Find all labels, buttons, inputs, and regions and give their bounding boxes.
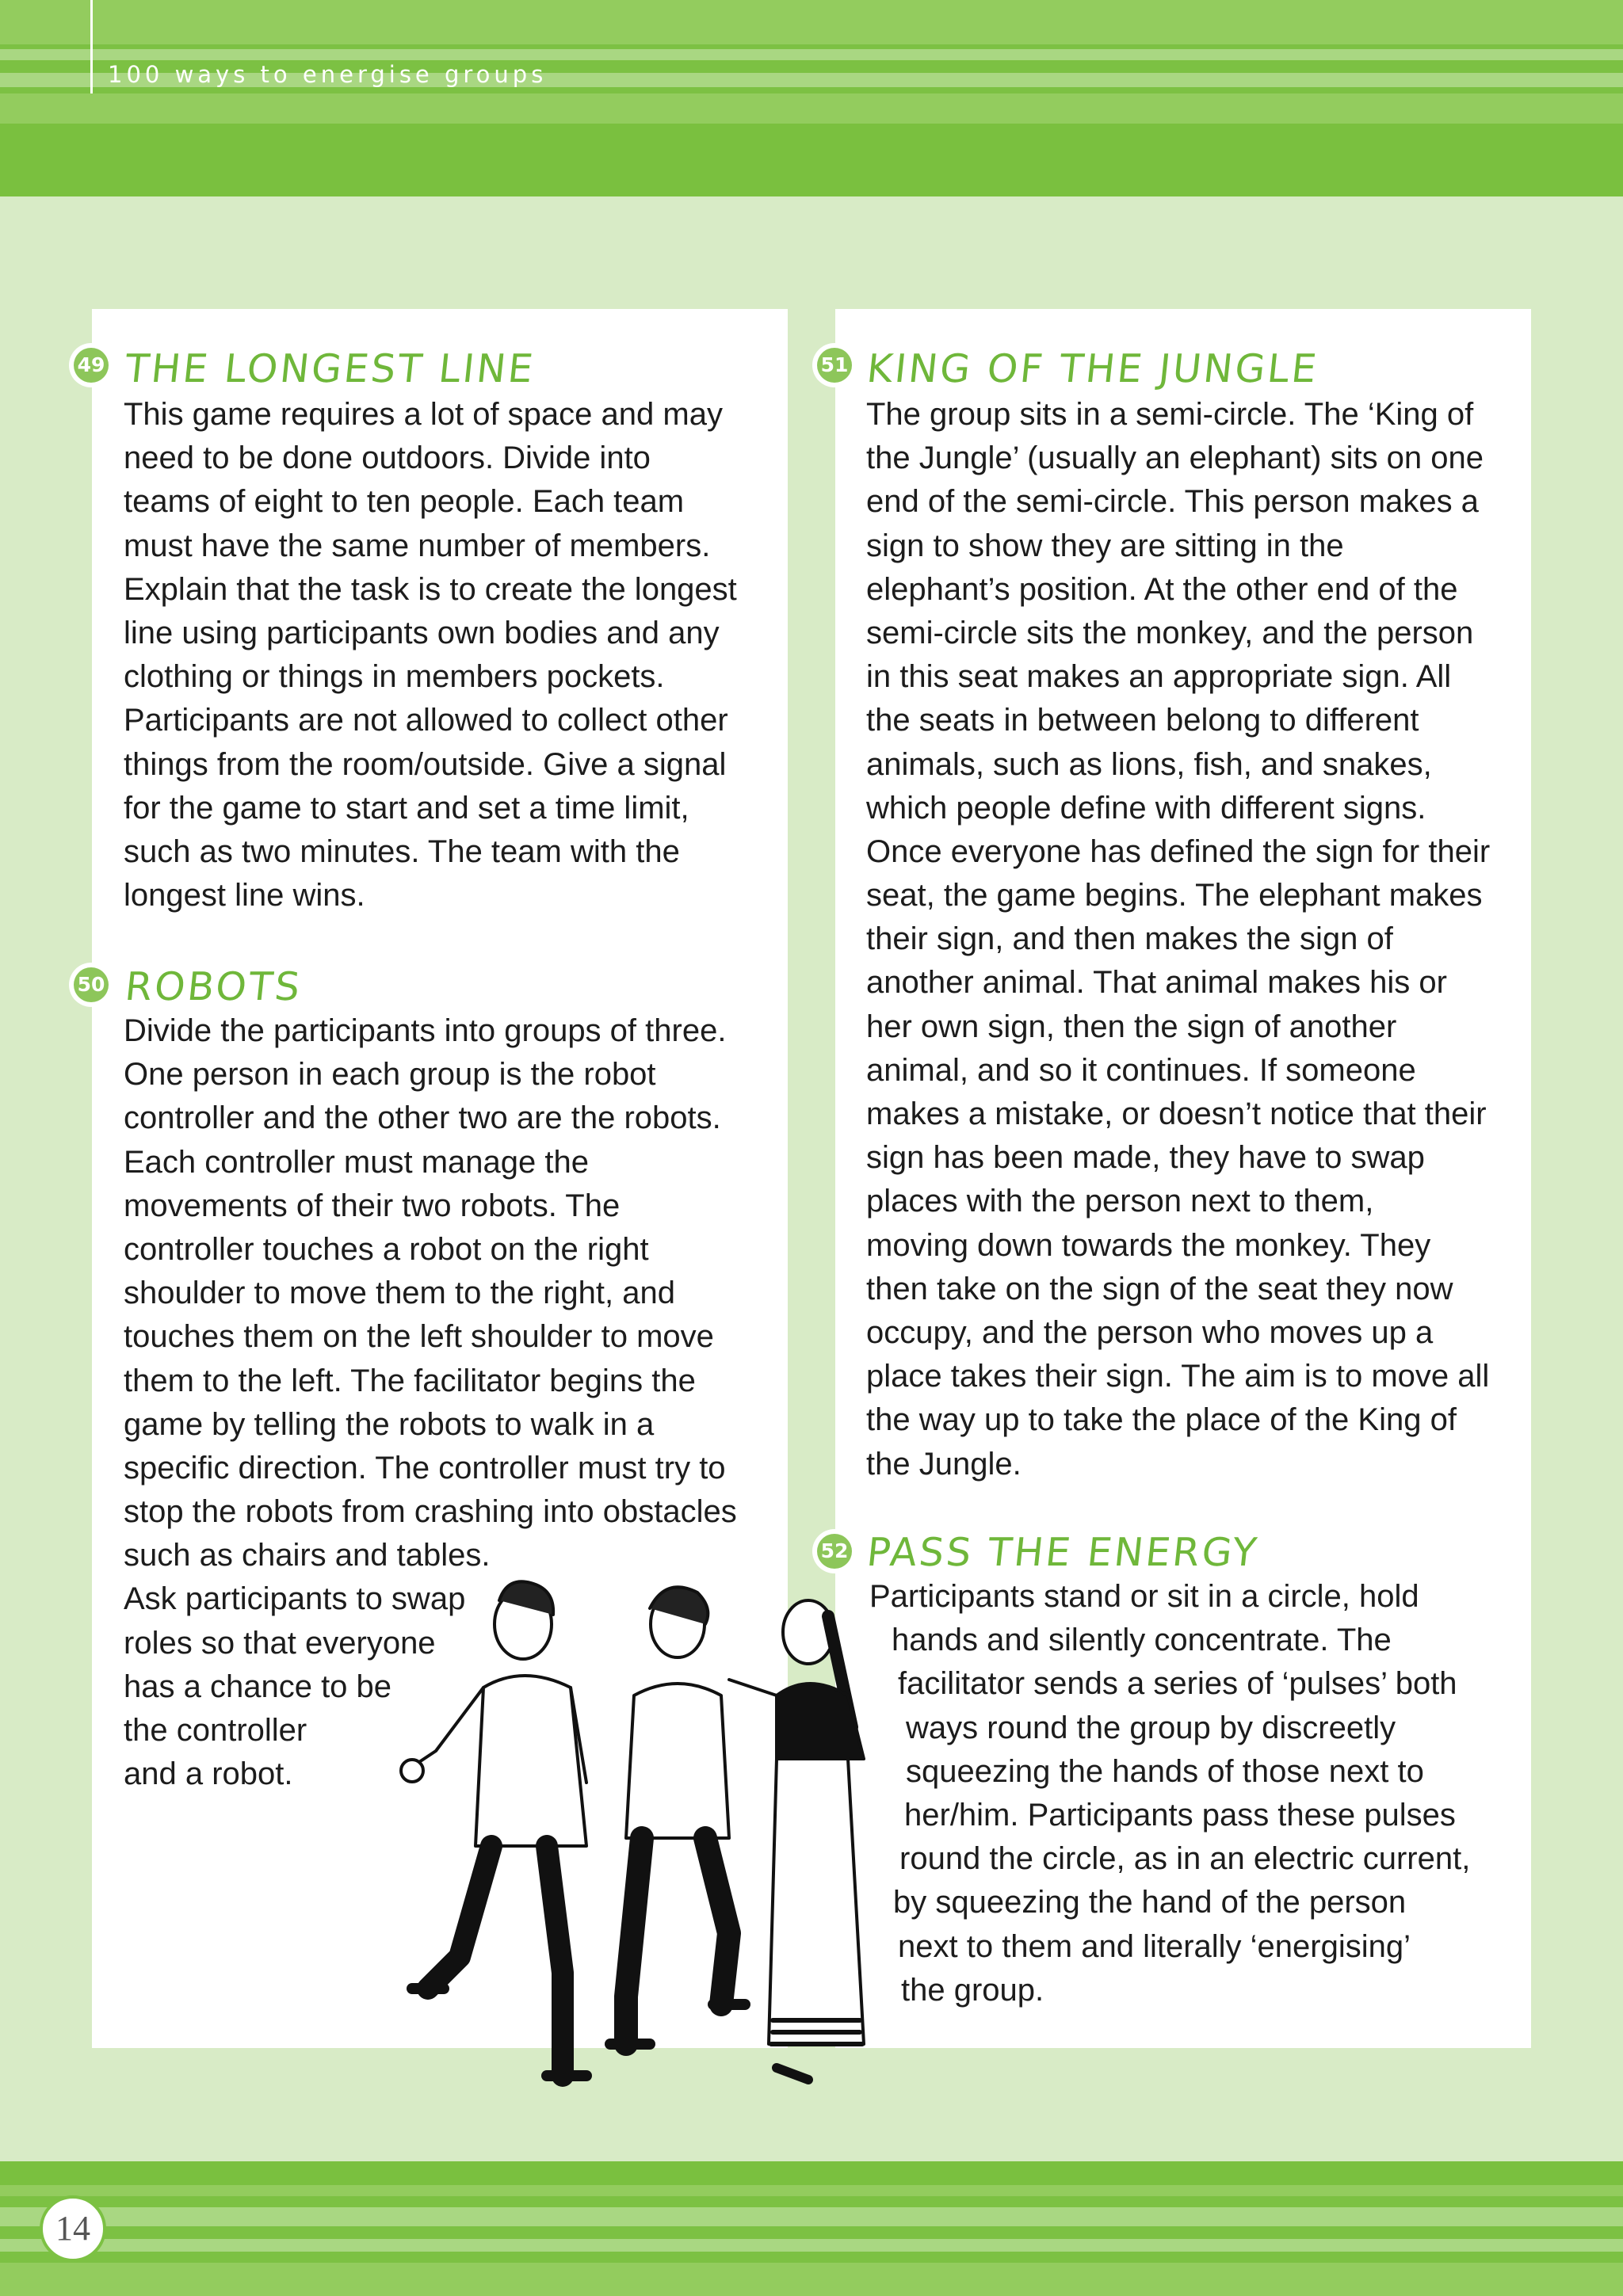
body-line: in this seat makes an appropriate sign. All <box>866 659 1452 695</box>
body-line: by squeezing the hand of the person <box>893 1885 1407 1920</box>
body-line: place takes their sign. The aim is to move all <box>866 1359 1490 1394</box>
footer-stripe <box>0 2207 1623 2226</box>
body-line: the Jungle. <box>866 1446 1022 1482</box>
body-line: such as two minutes. The team with the <box>124 833 680 869</box>
section-number: 51 <box>817 348 852 383</box>
body-line: Each controller must manage the <box>124 1144 589 1180</box>
body-line: Participants are not allowed to collect other <box>124 703 728 738</box>
body-line: Ask participants to swap <box>124 1581 466 1617</box>
body-line: end of the semi-circle. This person makes a <box>866 484 1479 520</box>
footer-stripe <box>0 2263 1623 2296</box>
body-line: game by telling the robots to walk in a <box>124 1406 655 1442</box>
body-line: occupy, and the person who moves up a <box>866 1314 1434 1350</box>
body-line: teams of eight to ten people. Each team <box>124 484 685 520</box>
body-line: One person in each group is the robot <box>124 1057 656 1093</box>
body-line: Once everyone has defined the sign for their <box>866 833 1491 869</box>
body-line: roles so that everyone <box>124 1625 436 1661</box>
body-line: sign has been made, they have to swap <box>866 1140 1425 1176</box>
body-line: next to them and literally ‘energising’ <box>898 1928 1411 1964</box>
body-line: movements of their two robots. The <box>124 1188 621 1223</box>
body-line: clothing or things in members pockets. <box>124 659 665 695</box>
body-line: Participants stand or sit in a circle, hold <box>869 1579 1419 1614</box>
section-number: 52 <box>817 1534 852 1569</box>
header-stripe <box>0 0 1623 44</box>
body-line: the Jungle’ (usually an elephant) sits on one <box>866 441 1484 476</box>
person-figure-middle <box>610 1587 745 2044</box>
body-line: the group. <box>901 1972 1044 2008</box>
running-header: 100 ways to energise groups <box>108 61 548 88</box>
body-line: the way up to take the place of the King of <box>866 1402 1457 1438</box>
footer-stripe <box>0 2161 1623 2185</box>
body-line: their sign, and then makes the sign of <box>866 921 1393 957</box>
body-line: touches them on the left shoulder to move <box>124 1319 714 1355</box>
section-number: 49 <box>74 348 109 383</box>
body-line: for the game to start and set a time limit, <box>124 790 689 826</box>
section-title: PASS THE ENERGY <box>865 1530 1262 1575</box>
body-line: specific direction. The controller must try to <box>124 1450 726 1486</box>
body-line: The group sits in a semi-circle. The ‘King of <box>866 397 1474 432</box>
section-body <box>869 1575 1470 2012</box>
body-line: seat, the game begins. The elephant makes <box>866 878 1483 913</box>
body-line: need to be done outdoors. Divide into <box>124 441 651 476</box>
header-stripe <box>0 124 1623 196</box>
body-line: her own sign, then the sign of another <box>866 1009 1397 1044</box>
body-line: stop the robots from crashing into obstacles <box>124 1494 737 1530</box>
body-line: another animal. That animal makes his or <box>866 965 1447 1001</box>
body-line: controller touches a robot on the right <box>124 1231 649 1267</box>
section-number-badge <box>812 1529 857 1573</box>
body-line: the controller <box>124 1713 307 1748</box>
section-title: KING OF THE JUNGLE <box>865 346 1321 391</box>
body-line: moving down towards the monkey. They <box>866 1227 1431 1263</box>
section-number-badge <box>69 963 113 1007</box>
body-line: ways round the group by discreetly <box>906 1710 1396 1745</box>
body-line: animal, and so it continues. If someone <box>866 1052 1416 1088</box>
body-line: sign to show they are sitting in the <box>866 528 1344 563</box>
body-line: elephant’s position. At the other end of the <box>866 571 1458 607</box>
body-line: has a chance to be <box>124 1669 392 1704</box>
body-line: things from the room/outside. Give a signal <box>124 746 727 782</box>
robots-illustration <box>365 1577 903 2092</box>
body-line: facilitator sends a series of ‘pulses’ both <box>898 1666 1457 1702</box>
section-number-badge <box>69 343 113 387</box>
body-line: animals, such as lions, fish, and snakes, <box>866 746 1432 782</box>
footer-stripe <box>0 2185 1623 2196</box>
body-line: Divide the participants into groups of three. <box>124 1013 727 1048</box>
header-divider <box>90 0 93 93</box>
body-line: places with the person next to them, <box>866 1184 1374 1219</box>
body-line: squeezing the hands of those next to <box>906 1753 1424 1789</box>
section-body <box>866 393 1490 1486</box>
section-number-badge <box>812 343 857 387</box>
body-line: her/him. Participants pass these pulses <box>904 1797 1456 1833</box>
page-number: 14 <box>40 2195 106 2262</box>
body-line: round the circle, as in an electric current, <box>899 1841 1471 1877</box>
section-title: THE LONGEST LINE <box>123 346 538 391</box>
body-line: Explain that the task is to create the longest <box>124 571 737 607</box>
section-title: ROBOTS <box>123 964 305 1009</box>
body-line: hands and silently concentrate. The <box>892 1623 1392 1658</box>
body-line: makes a mistake, or doesn’t notice that their <box>866 1097 1487 1131</box>
section-body <box>124 393 737 917</box>
footer-stripe <box>0 2239 1623 2252</box>
body-line: must have the same number of members. <box>124 528 711 563</box>
body-line: and a robot. <box>124 1756 293 1792</box>
body-line: the seats in between belong to different <box>866 703 1419 738</box>
body-line: them to the left. The facilitator begins the <box>124 1363 696 1398</box>
header-stripe <box>0 93 1623 124</box>
body-line: This game requires a lot of space and may <box>124 397 723 432</box>
body-line: controller and the other two are the robots. <box>124 1100 721 1136</box>
body-line: such as chairs and tables. <box>124 1538 491 1573</box>
body-line: then take on the sign of the seat they now <box>866 1271 1453 1306</box>
body-line: which people define with different signs. <box>866 790 1426 826</box>
body-line: line using participants own bodies and any <box>124 615 720 650</box>
section-number: 50 <box>74 967 109 1002</box>
body-line: semi-circle sits the monkey, and the person <box>866 615 1474 650</box>
body-line: shoulder to move them to the right, and <box>124 1276 675 1311</box>
body-line: longest line wins. <box>124 878 365 913</box>
person-figure-left <box>401 1581 586 2076</box>
